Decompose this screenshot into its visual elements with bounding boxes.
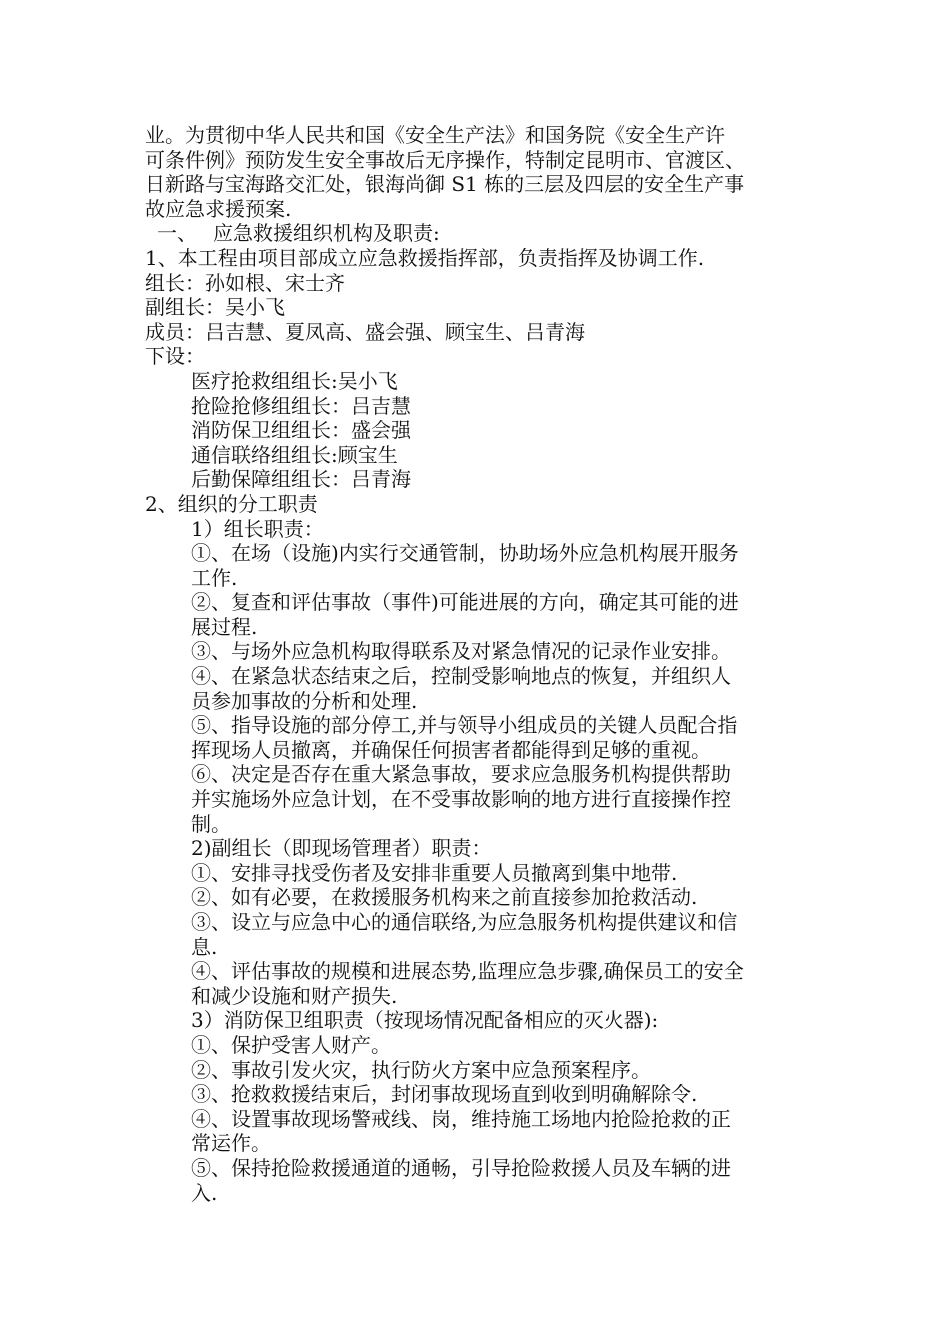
duty-line: 入. <box>191 1180 218 1205</box>
members-line: 成员：吕吉慧、夏凤高、盛会强、顾宝生、吕青海 <box>145 319 585 344</box>
duty-line: ①、在场（设施)内实行交通管制，协助场外应急机构展开服务 <box>191 541 739 566</box>
duty-line: ③、设立与应急中心的通信联络,为应急服务机构提供建议和信 <box>191 910 738 934</box>
duty-line: 3）消防保卫组职责（按现场情况配备相应的灭火器): <box>191 1008 659 1033</box>
duty-line: ①、保护受害人财产。 <box>191 1032 391 1057</box>
duty-line: ①、安排寻找受伤者及安排非重要人员撤离到集中地带. <box>191 860 678 885</box>
duty-line: ④、评估事故的规模和进展态势,监理应急步骤,确保员工的安全 <box>191 959 744 984</box>
duty-line: 工作. <box>191 565 238 590</box>
intro-line: 日新路与宝海路交汇处，银海尚御 S1 栋的三层及四层的安全生产事 <box>145 172 745 197</box>
document-page <box>145 123 825 1205</box>
intro-line: 可条件例》预防发生安全事故后无序操作，特制定昆明市、官渡区、 <box>145 147 745 172</box>
duty-line: 1）组长职责： <box>191 516 324 541</box>
item-1: 1、本工程由项目部成立应急救援指挥部，负责指挥及协调工作. <box>145 245 705 270</box>
intro-line: 故应急求援预案. <box>145 196 292 221</box>
subgroups-label: 下设： <box>145 344 205 369</box>
duty-line: 员参加事故的分析和处理. <box>191 688 418 713</box>
duty-line: 展过程. <box>191 614 258 639</box>
duty-line: ⑥、决定是否存在重大紧急事故，要求应急服务机构提供帮助 <box>191 762 731 787</box>
duty-line: ③、与场外应急机构取得联系及对紧急情况的记录作业安排。 <box>191 639 731 664</box>
duty-line: 2)副组长（即现场管理者）职责： <box>191 836 492 861</box>
duty-line: 息. <box>191 934 218 959</box>
duty-line: 挥现场人员撤离，并确保任何损害者都能得到足够的重视。 <box>191 737 711 762</box>
duty-line: ④、设置事故现场警戒线、岗，维持施工场地内抢险抢救的正 <box>191 1106 731 1131</box>
subgroup-line: 医疗抢救组组长:吴小飞 <box>191 368 398 393</box>
duty-line: 和减少设施和财产损失. <box>191 983 398 1008</box>
duty-line: ②、事故引发火灾，执行防火方案中应急预案程序。 <box>191 1057 651 1082</box>
duty-line: ②、如有必要，在救援服务机构来之前直接参加抢救活动. <box>191 885 698 910</box>
section-heading <box>145 221 825 246</box>
duty-line: ⑤、指导设施的部分停工,并与领导小组成员的关键人员配合指 <box>191 713 738 738</box>
duty-line: ②、复查和评估事故（事件)可能进展的方向，确定其可能的进 <box>191 590 739 615</box>
duty-line: 并实施场外应急计划，在不受事故影响的地方进行直接操作控 <box>191 787 731 812</box>
deputy-line: 副组长：吴小飞 <box>145 295 285 320</box>
item-2: 2、组织的分工职责 <box>145 491 318 516</box>
subgroup-line: 抢险抢修组组长：吕吉慧 <box>191 393 411 418</box>
subgroup-line: 后勤保障组组长：吕青海 <box>191 467 411 492</box>
leader-line: 组长：孙如根、宋士齐 <box>145 270 345 295</box>
duty-line: 制。 <box>191 811 231 836</box>
duty-line: ⑤、保持抢险救援通道的通畅，引导抢险救援人员及车辆的进 <box>191 1155 731 1180</box>
duty-line: ④、在紧急状态结束之后，控制受影响地点的恢复，并组织人 <box>191 664 731 689</box>
duty-line: 常运作。 <box>191 1131 271 1156</box>
section-title: 应急救援组织机构及职责: <box>213 221 440 246</box>
intro-line: 业。为贯彻中华人民共和国《安全生产法》和国务院《安全生产许 <box>145 123 725 147</box>
subgroup-line: 通信联络组组长:顾宝生 <box>191 442 398 467</box>
duty-line: ③、抢救救援结束后，封闭事故现场直到收到明确解除令. <box>191 1082 698 1107</box>
subgroup-line: 消防保卫组组长：盛会强 <box>191 418 411 443</box>
section-number: 一、 <box>157 221 197 246</box>
